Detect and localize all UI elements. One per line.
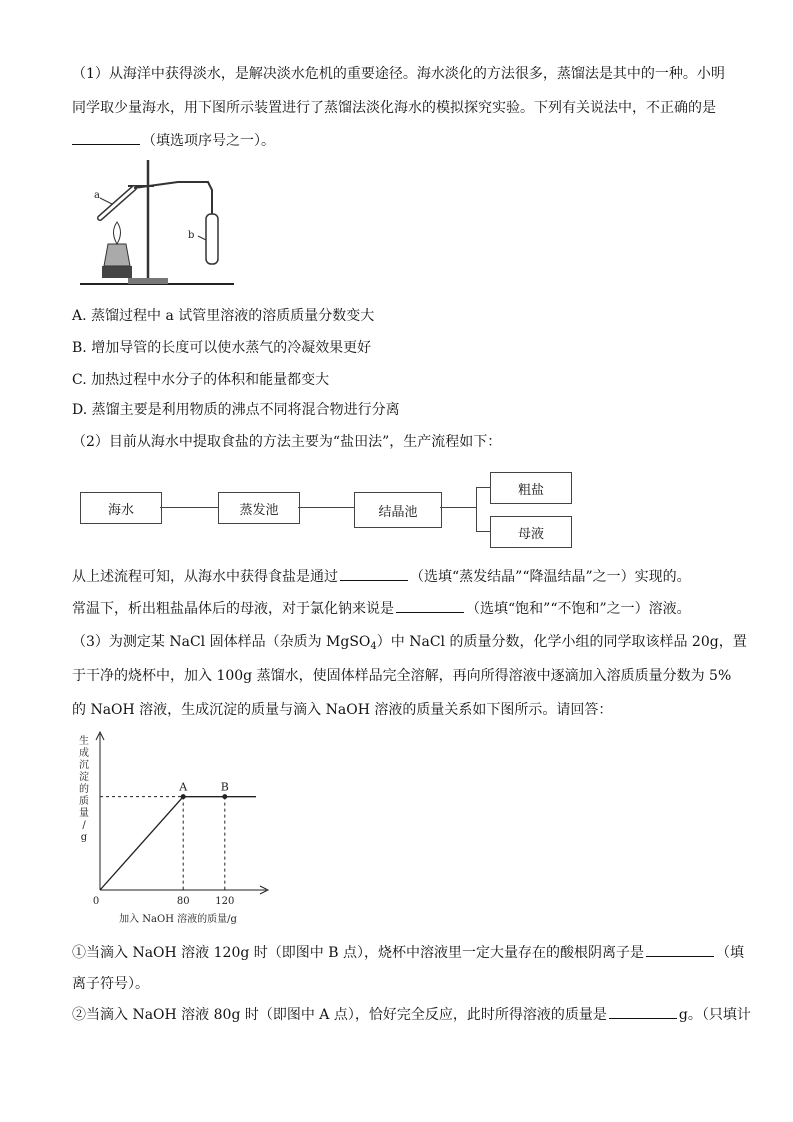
- y-label-char: 淀: [79, 772, 89, 783]
- flow-box-evaporation-pond: 蒸发池: [218, 492, 300, 524]
- point-label-b: B: [220, 780, 229, 794]
- point-a: [181, 794, 186, 799]
- y-axis-label: [79, 734, 89, 843]
- x-tick-label: 80: [176, 896, 190, 907]
- q3-sub1-prefix: ①当滴入 NaOH 溶液 120g 时（即图中 B 点），烧杯中溶液里一定大量存在的酸根阴离子是: [72, 945, 644, 961]
- q3-line1-prefix: （3）为测定某 NaCl 固体样品（杂质为: [72, 634, 327, 650]
- flow-branch-line: [476, 487, 477, 531]
- q1-line3: [72, 130, 275, 151]
- q1-line3-suffix: （填选项序号之一）。: [142, 133, 275, 149]
- y-label-char: /: [82, 820, 86, 831]
- precipitate-mass-chart: [70, 730, 280, 930]
- formula-mgso4: MgSO$_4$: [326, 634, 377, 652]
- x-tick-label: 120: [215, 896, 235, 907]
- answer-blank-q2-2[interactable]: [396, 598, 464, 613]
- flow-box-mother-liquor: 母液: [490, 516, 572, 548]
- q3-sub1-suffix: （填: [715, 945, 744, 961]
- flow-box-crystallization-pond: 结晶池: [354, 492, 442, 528]
- q3-line2: 于干净的烧杯中，加入 100g 蒸馏水，使固体样品完全溶解，再向所得溶液中逐滴加入溶质质量分数为 5%: [72, 668, 732, 684]
- q2-line1: [72, 566, 691, 587]
- answer-blank-q3-1[interactable]: [646, 942, 714, 957]
- label-a: a: [94, 190, 100, 201]
- point-b: [222, 794, 227, 799]
- flow-arrow-1: [160, 507, 218, 508]
- option-b[interactable]: B. 增加导管的长度可以使水蒸气的冷凝效果更好: [72, 340, 372, 356]
- x-tick-label: 0: [92, 896, 100, 907]
- y-label-char: 的: [79, 784, 89, 795]
- q3-sub2-suffix: g。（只填计: [678, 1007, 751, 1023]
- burner-base: [102, 266, 132, 278]
- delivery-tube: [134, 182, 212, 214]
- y-label-char: 量: [79, 808, 89, 819]
- alcohol-lamp: [104, 244, 130, 266]
- label-b: b: [188, 230, 195, 241]
- flow-arrow-5: [476, 531, 490, 532]
- label-a-leader: [100, 198, 112, 204]
- q3-sub1-line2: 离子符号）。: [72, 976, 149, 992]
- q3-sub2: [72, 1004, 751, 1025]
- flow-arrow-4: [476, 487, 490, 488]
- q3-line1-suffix: ）中 NaCl 的质量分数，化学小组的同学取该样品 20g，置: [376, 634, 747, 650]
- flow-arrow-2: [298, 507, 354, 508]
- answer-blank-q1[interactable]: [72, 130, 140, 145]
- y-label-char: 沉: [79, 760, 89, 771]
- q1-line2: 同学取少量海水，用下图所示装置进行了蒸馏法淡化海水的模拟探究实验。下列有关说法中，不正确的是: [72, 100, 716, 116]
- flow-box-seawater: 海水: [80, 492, 162, 524]
- option-d[interactable]: D. 蒸馏主要是利用物质的沸点不同将混合物进行分离: [72, 402, 400, 418]
- y-label-char: g: [80, 832, 88, 843]
- q3-sub2-prefix: ②当滴入 NaOH 溶液 80g 时（即图中 A 点），恰好完全反应，此时所得溶液的质量是: [72, 1007, 607, 1023]
- point-label-a: A: [179, 780, 188, 794]
- q2-line2: [72, 598, 691, 619]
- distillation-apparatus-figure: [78, 156, 238, 288]
- flow-arrow-3: [440, 507, 476, 508]
- test-tube-b: [206, 214, 218, 264]
- q3-sub1: [72, 942, 744, 963]
- y-label-char: 成: [79, 748, 89, 759]
- series-line: [100, 797, 256, 890]
- option-c[interactable]: C. 加热过程中水分子的体积和能量都变大: [72, 372, 330, 388]
- q2-line1-prefix: 从上述流程可知，从海水中获得食盐是通过: [72, 569, 338, 585]
- answer-blank-q3-2[interactable]: [609, 1004, 677, 1019]
- q2-line2-suffix: （选填“饱和”“不饱和”之一）溶液。: [466, 601, 691, 617]
- q1-line1: （1）从海洋中获得淡水，是解决淡水危机的重要途径。海水淡化的方法很多，蒸馏法是其中的一种。小明: [72, 66, 725, 82]
- label-b-leader: [198, 236, 206, 240]
- q2-line1-suffix: （选填“蒸发结晶”“降温结晶”之一）实现的。: [410, 569, 691, 585]
- y-label-char: 质: [79, 796, 89, 807]
- y-label-char: 生: [79, 736, 89, 747]
- stand-base: [128, 278, 168, 284]
- x-axis-label: 加入 NaOH 溶液的质量/g: [119, 914, 237, 925]
- flow-box-crude-salt: 粗盐: [490, 472, 572, 504]
- option-a[interactable]: A. 蒸馏过程中 a 试管里溶液的溶质质量分数变大: [72, 308, 375, 324]
- q3-line1: [72, 632, 747, 657]
- flame: [114, 222, 121, 244]
- q3-line3: 的 NaOH 溶液，生成沉淀的质量与滴入 NaOH 溶液的质量关系如下图所示。请回答：: [72, 702, 613, 718]
- q2-line2-prefix: 常温下，析出粗盐晶体后的母液，对于氯化钠来说是: [72, 601, 394, 617]
- q2-intro: （2）目前从海水中提取食盐的方法主要为“盐田法”，生产流程如下：: [72, 434, 502, 450]
- answer-blank-q2-1[interactable]: [340, 566, 408, 581]
